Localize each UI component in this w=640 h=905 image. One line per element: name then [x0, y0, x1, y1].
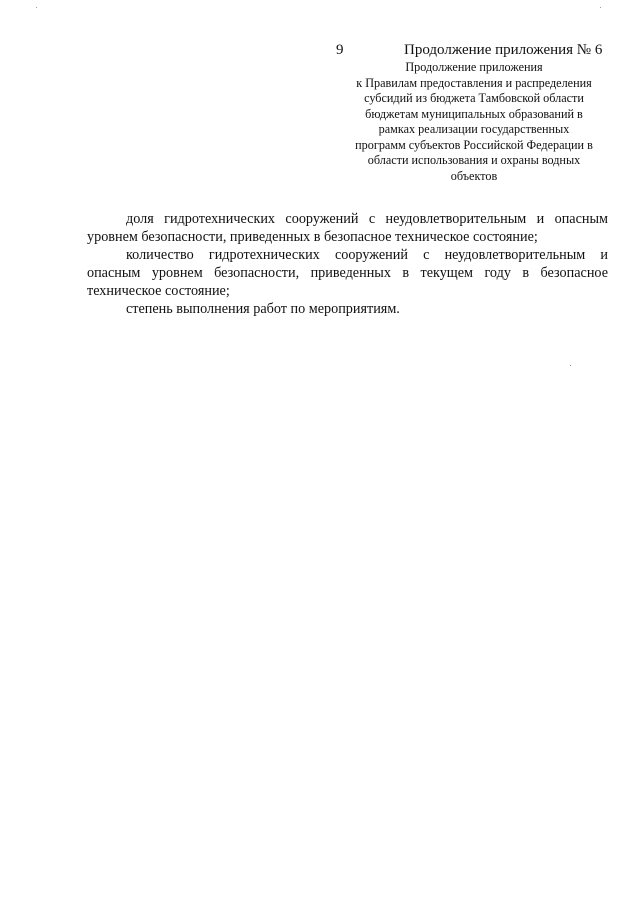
body-line: доля гидротехнических сооружений с неудовлетворительным и опасным	[126, 211, 608, 227]
body-line: техническое состояние;	[87, 283, 230, 299]
body-line: количество гидротехнических сооружений с неудовлетворительным и	[126, 247, 608, 263]
scan-speck	[36, 7, 37, 8]
header-line: субсидий из бюджета Тамбовской области	[364, 91, 584, 105]
appendix-header-block	[338, 60, 610, 184]
appendix-title: Продолжение приложения № 6	[404, 42, 603, 58]
body-line: степень выполнения работ по мероприятиям.	[126, 301, 400, 317]
header-line: к Правилам предоставления и распределения	[356, 75, 592, 90]
paragraph-count-of-structures	[87, 246, 608, 300]
scan-speck	[600, 7, 601, 8]
scan-speck	[570, 365, 571, 366]
paragraph-share-of-structures	[87, 210, 608, 246]
header-line: области использования и охраны водных	[367, 153, 581, 167]
header-line: рамках реализации государственных	[378, 122, 570, 136]
header-line: бюджетам муниципальных образований в	[365, 106, 583, 121]
body-line: уровнем безопасности, приведенных в безопасное техническое состояние;	[87, 229, 538, 245]
header-line: программ субъектов Российской Федерации в	[355, 137, 593, 152]
page-number: 9	[336, 42, 344, 58]
header-line: объектов	[450, 168, 498, 183]
document-body	[87, 210, 608, 318]
header-line: Продолжение приложения	[405, 60, 543, 74]
paragraph-works-completion	[87, 300, 608, 318]
body-line: опасным уровнем безопасности, приведенных в текущем году в безопасное	[87, 265, 608, 281]
